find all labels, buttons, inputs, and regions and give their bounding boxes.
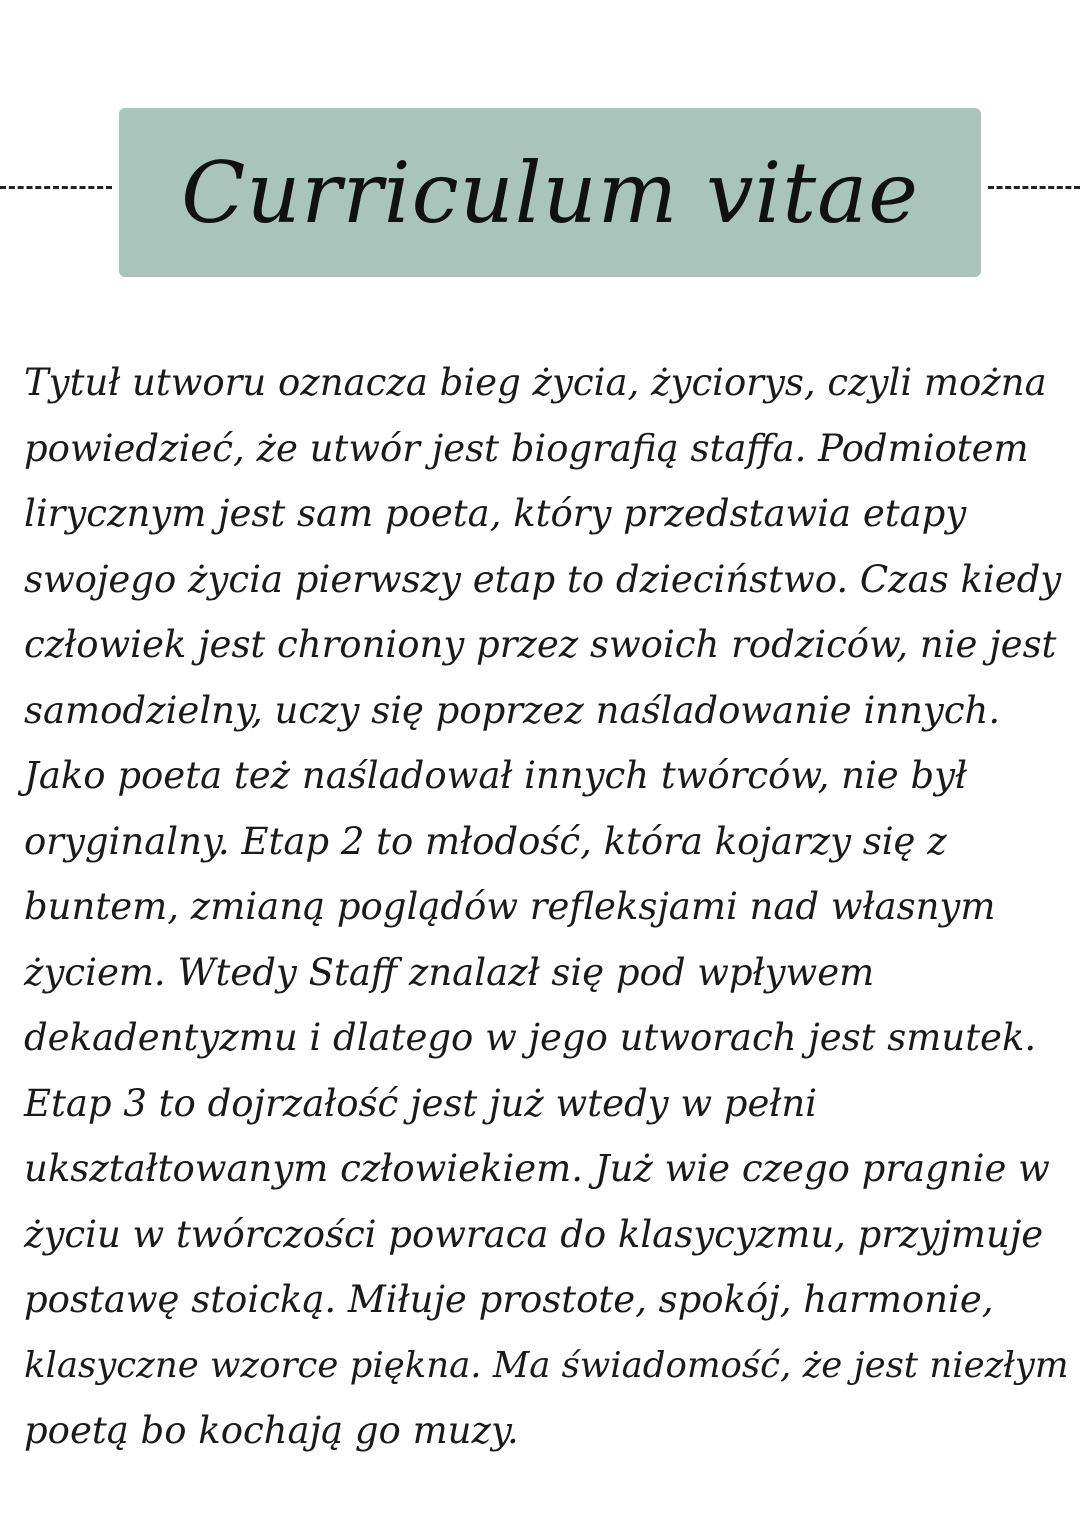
body-line: swojego życia pierwszy etap to dzieciństwo. Czas kiedy: [24, 557, 1062, 601]
body-line: Etap 3 to dojrzałość jest już wtedy w pełni: [24, 1081, 818, 1125]
page-title: Curriculum vitae: [181, 143, 919, 242]
body-line: postawę stoicką. Miłuje prostote, spokój, harmonie,: [24, 1278, 994, 1321]
body-paragraph: [24, 350, 1070, 1464]
body-line: buntem, zmianą poglądów refleksjami nad własnym: [24, 885, 996, 928]
body-line: życiu w twórczości powraca do klasycyzmu, przyjmuje: [24, 1212, 1044, 1256]
body-line: życiem. Wtedy Staff znalazł się pod wpływem: [24, 950, 875, 994]
title-banner: [119, 108, 981, 277]
body-line: ukształtowanym człowiekiem. Już wie czego pragnie w: [24, 1147, 1050, 1190]
body-line: powiedzieć, że utwór jest biografią staffa. Podmiotem: [24, 426, 1029, 470]
body-line: klasyczne wzorce piękna. Ma świadomość, że jest niezłym: [24, 1344, 1069, 1386]
body-line: oryginalny. Etap 2 to młodość, która kojarzy się z: [24, 819, 947, 863]
body-line: człowiek jest chroniony przez swoich rodziców, nie jest: [24, 623, 1057, 666]
body-line: poetą bo kochają go muzy.: [24, 1409, 519, 1452]
body-line: Tytuł utworu oznacza bieg życia, życiorys, czyli można: [24, 361, 1047, 404]
decorative-dashed-line-left: [0, 186, 112, 189]
decorative-dashed-line-right: [988, 186, 1080, 189]
body-line: samodzielny, uczy się poprzez naśladowanie innych.: [24, 688, 1001, 732]
body-line: Jako poeta też naśladował innych twórców, nie był: [24, 754, 968, 797]
body-line: lirycznym jest sam poeta, który przedstawia etapy: [24, 492, 967, 535]
body-line: dekadentyzmu i dlatego w jego utworach jest smutek.: [24, 1016, 1037, 1059]
